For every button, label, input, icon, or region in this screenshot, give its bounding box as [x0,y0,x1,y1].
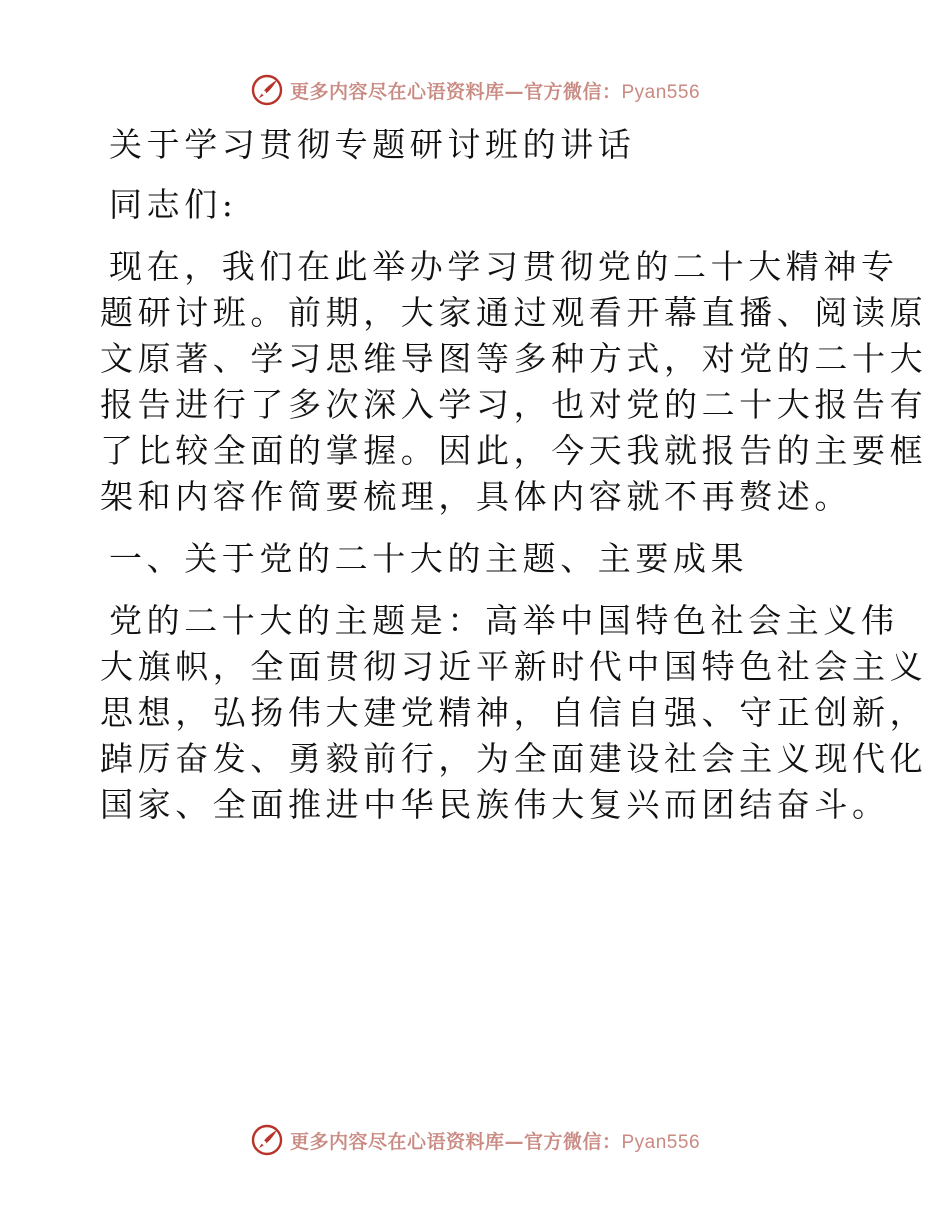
section-heading: 一、关于党的二十大的主题、主要成果 [109,539,749,578]
paragraph-line: 大旗帜，全面贯彻习近平新时代中国特色社会主义 [100,647,928,686]
watermark-text: 更多内容尽在心语资料库—官方微信：Pyan556 [289,80,701,103]
paragraph-line: 架和内容作简要梳理，具体内容就不再赘述。 [100,477,852,516]
salutation: 同志们: [109,185,238,224]
paragraph-line: 报告进行了多次深入学习，也对党的二十大报告有 [100,385,928,424]
document-title: 关于学习贯彻专题研讨班的讲话 [109,125,636,164]
paragraph-line: 现在，我们在此举办学习贯彻党的二十大精神专 [109,247,899,286]
paragraph-line: 国家、全面推进中华民族伟大复兴而团结奋斗。 [100,785,890,824]
quill-logo-icon [250,1123,284,1157]
paragraph-theme [100,598,928,828]
quill-logo-icon [250,73,284,107]
paragraph-line: 踔厉奋发、勇毅前行，为全面建设社会主义现代化 [100,739,928,778]
paragraph-line: 文原著、学习思维导图等多种方式，对党的二十大 [100,339,928,378]
paragraph-line: 了比较全面的掌握。因此，今天我就报告的主要框 [100,431,928,470]
watermark-text: 更多内容尽在心语资料库—官方微信：Pyan556 [289,1130,701,1153]
paragraph-line: 思想，弘扬伟大建党精神，自信自强、守正创新， [100,693,928,732]
paragraph-line: 党的二十大的主题是：高举中国特色社会主义伟 [109,601,899,640]
footer-watermark [0,1120,950,1160]
paragraph-line: 题研讨班。前期，大家通过观看开幕直播、阅读原 [100,293,928,332]
document-body [100,122,928,844]
header-watermark [0,70,950,110]
paragraph-intro [100,244,928,520]
